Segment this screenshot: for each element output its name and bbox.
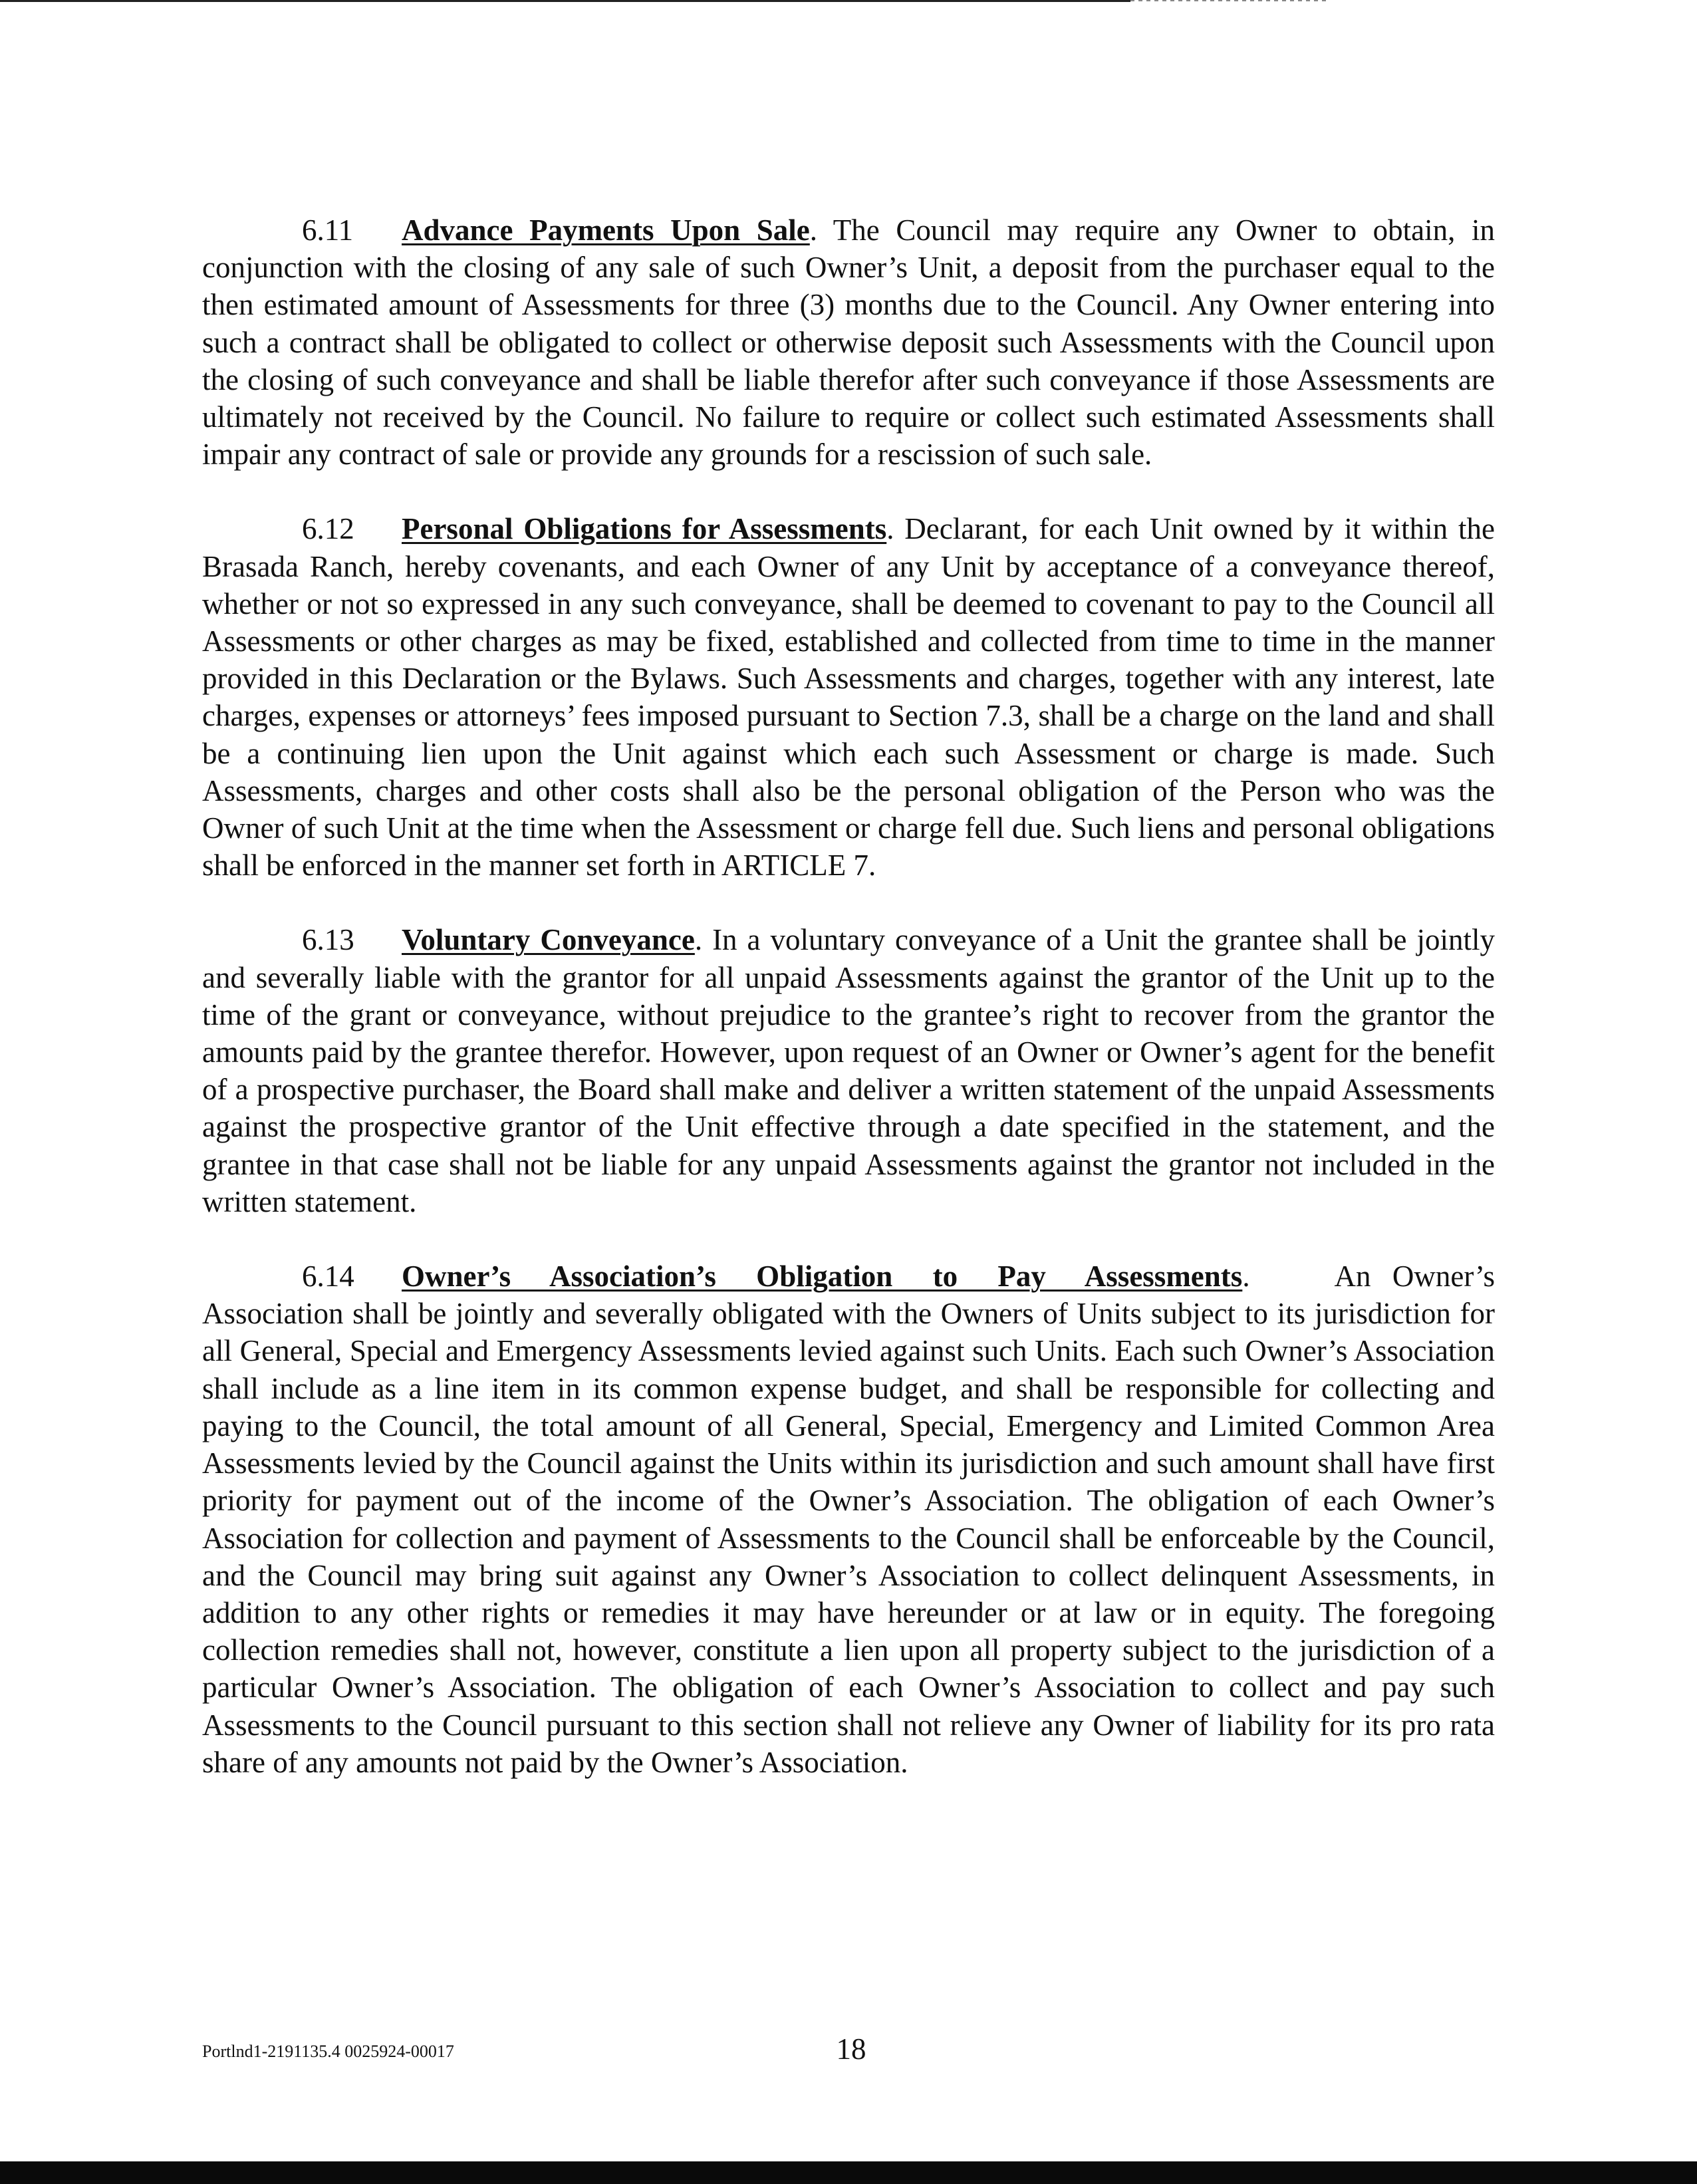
- section-text: . Declarant, for each Unit owned by it within the Brasada Ranch, hereby covenants, and each Owner of any Unit by acceptance of a conveyance thereof, whether or not so expressed in any such conveyance, shall be deemed to covenant to pay to the Council all Assessments or other charges as may be fixed, established and collected from time to time in the manner provided in this Declaration or the Bylaws. Such Assessments and charges, together with any interest, late charges, expenses or attorneys’ fees imposed pursuant to Section 7.3, shall be a charge on the land and shall be a continuing lien upon the Unit against which each such Assessment or charge is made. Such Assessments, charges and other costs shall also be the personal obligation of the Person who was the Owner of such Unit at the time when the Assessment or charge fell due. Such liens and personal obligations shall be enforced in the manner set forth in ARTICLE 7.: [202, 512, 1495, 883]
- footer-document-id: Portlnd1-2191135.4 0025924-00017: [202, 2042, 454, 2061]
- document-body: [202, 211, 1503, 1818]
- section-6-13: [202, 921, 1495, 1220]
- scan-top-edge-line: [0, 0, 1130, 2]
- section-heading: Advance Payments Upon Sale: [402, 213, 810, 247]
- section-number: 6.11: [302, 213, 354, 247]
- scan-top-edge-fade: [1130, 0, 1330, 1]
- section-number: 6.14: [302, 1260, 354, 1294]
- section-6-14: [202, 1258, 1503, 1781]
- section-heading: Personal Obligations for Assessments: [402, 512, 887, 546]
- scan-bottom-edge-bar: [0, 2161, 1697, 2184]
- section-number: 6.13: [302, 923, 354, 957]
- section-text: . In a voluntary conveyance of a Unit the grantee shall be jointly and severally liable with the grantor for all unpaid Assessments against the grantor of the Unit up to the time of the grant or conveyance, without prejudice to the grantee’s right to recover from the grantor the amounts paid by the grantee therefor. However, upon request of an Owner or Owner’s agent for the benefit of a prospective purchaser, the Board shall make and deliver a written statement of the unpaid Assessments against the prospective grantor of the Unit effective through a date specified in the statement, and the grantee in that case shall not be liable for any unpaid Assessments against the grantor not included in the written statement.: [202, 923, 1495, 1218]
- section-text: . The Council may require any Owner to obtain, in conjunction with the closing of any sale of such Owner’s Unit, a deposit from the purchaser equal to the then estimated amount of Assessments for three (3) months due to the Council. Any Owner entering into such a contract shall be obligated to collect or otherwise deposit such Assessments with the Council upon the closing of such conveyance and shall be liable therefor after such conveyance if those Assessments are ultimately not received by the Council. No failure to require or collect such estimated Assessments shall impair any contract of sale or provide any grounds for a rescission of such sale.: [202, 213, 1495, 472]
- section-heading: Voluntary Conveyance: [402, 923, 695, 957]
- section-6-11: [202, 211, 1495, 473]
- section-6-12: [202, 510, 1495, 884]
- section-text: . An Owner’s Association shall be jointly and severally obligated with the Owners of Units subject to its jurisdiction for all General, Special and Emergency Assessments levied against such Units. Each such Owner’s Association shall include as a line item in its common expense budget, and shall be responsible for collecting and paying to the Council, the total amount of all General, Special, Emergency and Limited Common Area Assessments levied by the Council against the Units within its jurisdiction and such amount shall have first priority for payment out of the income of the Owner’s Association. The obligation of each Owner’s Association for collection and payment of Assessments to the Council shall be enforceable by the Council, and the Council may bring suit against any Owner’s Association to collect delinquent Assessments, in addition to any other rights or remedies it may have hereunder or at law or in equity. The foregoing collection remedies shall not, however, constitute a lien upon all property subject to the jurisdiction of a particular Owner’s Association. The obligation of each Owner’s Association to collect and pay such Assessments to the Council pursuant to this section shall not relieve any Owner of liability for its pro rata share of any amounts not paid by the Owner’s Association.: [202, 1260, 1503, 1779]
- section-heading: Owner’s Association’s Obligation to Pay Assessments: [402, 1260, 1243, 1294]
- section-number: 6.12: [302, 512, 354, 546]
- page-number: 18: [836, 2032, 866, 2066]
